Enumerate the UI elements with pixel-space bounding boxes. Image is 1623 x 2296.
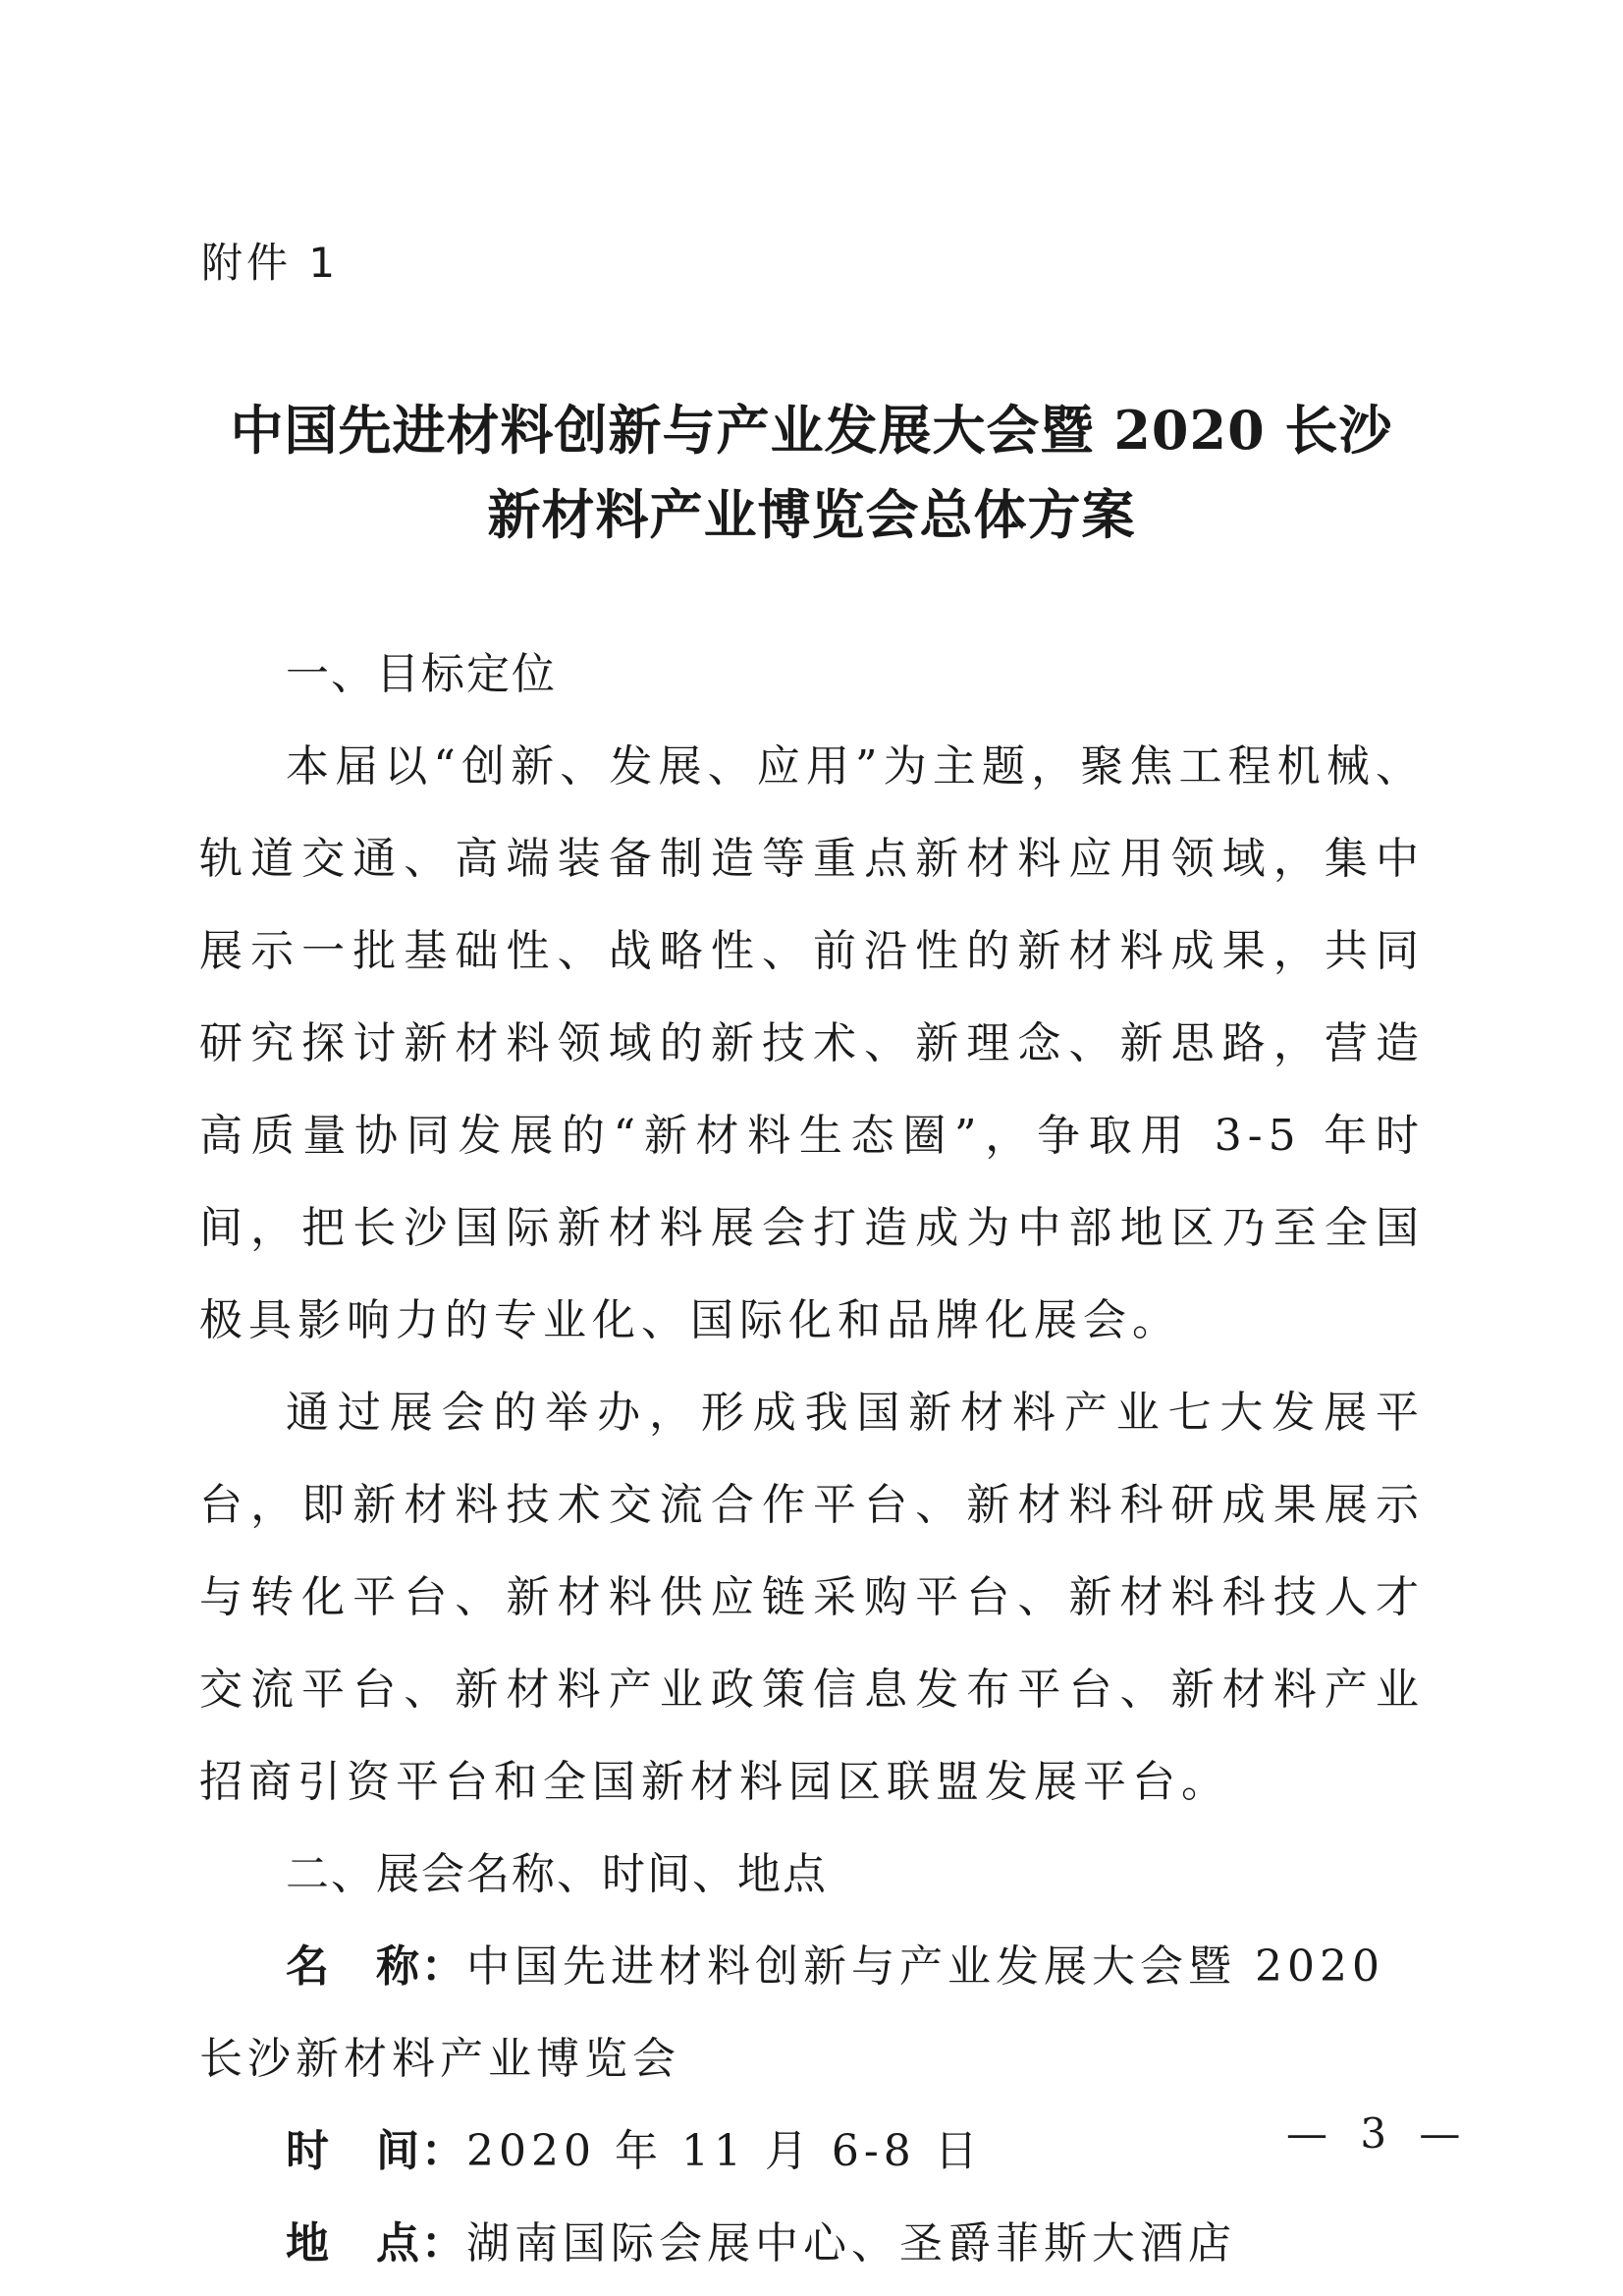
- field-time-label: 时 间：: [286, 2126, 466, 2176]
- section-heading-exhibition-info: 二、展会名称、时间、地点: [286, 1849, 828, 1899]
- field-time-value: 2020 年 11 月 6-8 日: [466, 2126, 983, 2176]
- document-title-line-2: 新材料产业博览会总体方案: [487, 483, 1136, 546]
- document-title-line-1: 中国先进材料创新与产业发展大会暨 2020 长沙: [230, 399, 1393, 462]
- field-location: [199, 2198, 1425, 2290]
- field-name-label: 名 称：: [286, 1941, 466, 1992]
- section-heading-goals: 一、目标定位: [286, 649, 557, 699]
- paragraph-platforms: 通过展会的举办，形成我国新材料产业七大发展平台，即新材料技术交流合作平台、新材料科研成果展示与转化平台、新材料供应链采购平台、新材料科技人才交流平台、新材料产业政策信息发布平台、新材料产业招商引资平台和全国新材料园区联盟发展平台。: [199, 1388, 1425, 1807]
- paragraph-theme: 本届以“创新、发展、应用”为主题，聚焦工程机械、轨道交通、高端装备制造等重点新材料应用领域，集中展示一批基础性、战略性、前沿性的新材料成果，共同研究探讨新材料领域的新技术、新理念、新思路，营造高质量协同发展的“新材料生态圈”，争取用 3-5 年时间，把长沙国际新材料展会打造成为中部地区乃至全国极具影响力的专业化、国际化和品牌化展会。: [199, 741, 1425, 1345]
- field-location-label: 地 点：: [286, 2218, 466, 2269]
- field-location-value: 湖南国际会展中心、圣爵菲斯大酒店: [466, 2218, 1236, 2269]
- field-name: [199, 1921, 1425, 2105]
- field-time: [199, 2105, 1425, 2198]
- attachment-label: 附件 1: [201, 239, 340, 287]
- field-name-value: 中国先进材料创新与产业发展大会暨 2020 长沙新材料产业博览会: [199, 1941, 1384, 2084]
- document-title: [196, 388, 1427, 557]
- page-number: — 3 —: [1286, 2109, 1471, 2158]
- document-body: [199, 629, 1425, 2290]
